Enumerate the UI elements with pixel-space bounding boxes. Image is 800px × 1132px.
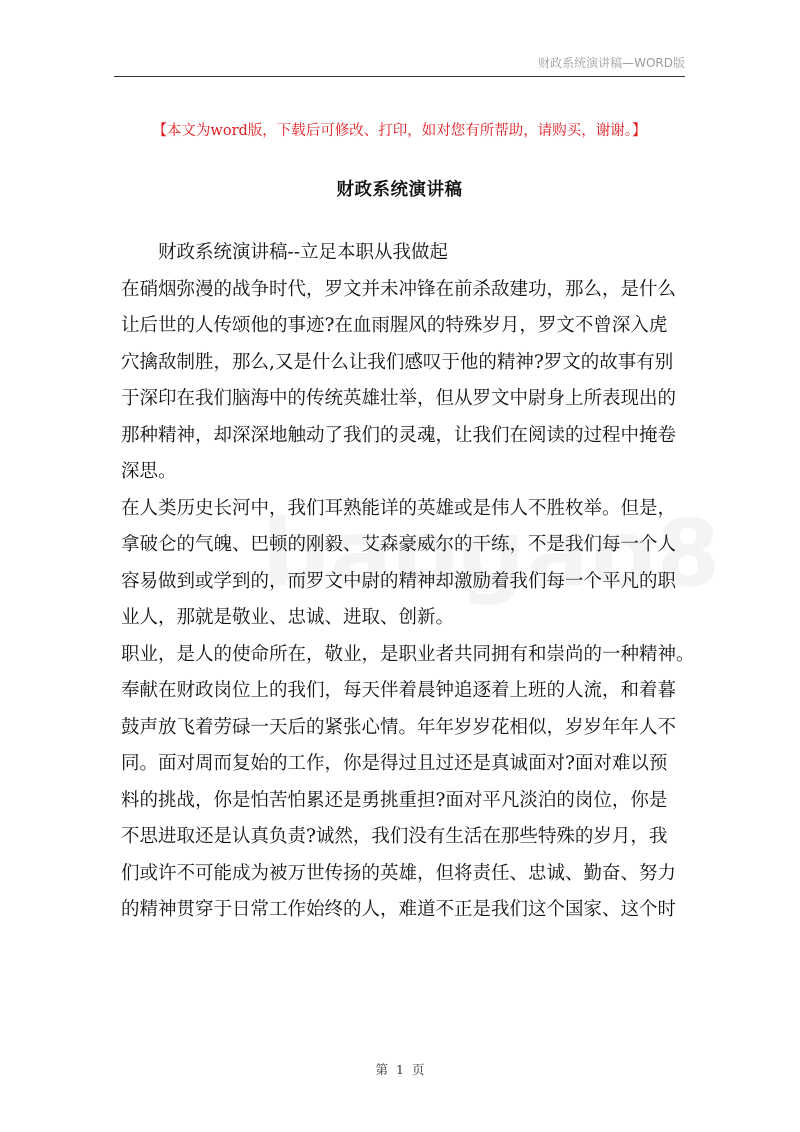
- header-title: 财政系统演讲稿—WORD版: [538, 56, 685, 70]
- page-header: [114, 52, 685, 77]
- page-number: 第 1 页: [375, 1062, 425, 1077]
- body-line: 业人，那就是敬业、忠诚、进取、创新。: [121, 607, 455, 628]
- subtitle-line: 财政系统演讲稿--立足本职从我做起: [158, 242, 449, 263]
- body-line: 同。面对周而复始的工作，你是得过且过还是真诚面对?面对难以预: [121, 753, 668, 774]
- body-line: 在硝烟弥漫的战争时代，罗文并未冲锋在前杀敌建功，那么，是什么: [121, 278, 677, 300]
- body-line: 拿破仑的气魄、巴顿的刚毅、艾森豪威尔的干练，不是我们每一个人: [121, 534, 677, 555]
- body-line: 们或许不可能成为被万世传扬的英雄，但将责任、忠诚、勤奋、努力: [121, 862, 677, 884]
- body-line: 那种精神，却深深地触动了我们的灵魂，让我们在阅读的过程中掩卷: [121, 424, 677, 446]
- body-line: 容易做到或学到的，而罗文中尉的精神却激励着我们每一个平凡的职: [121, 570, 677, 592]
- body-line: 于深印在我们脑海中的传统英雄壮举，但从罗文中尉身上所表现出的: [121, 388, 677, 409]
- body-line: 在人类历史长河中，我们耳熟能详的英雄或是伟人不胜枚举。但是，: [121, 497, 677, 519]
- document-body: [121, 235, 695, 929]
- body-line: 穴擒敌制胜，那么,又是什么让我们感叹于他的精神?罗文的故事有别: [121, 351, 674, 373]
- document-title: 财政系统演讲稿: [336, 180, 463, 200]
- purchase-notice: 【本文为word版，下载后可修改、打印，如对您有所帮助，请购买，谢谢。】: [152, 123, 647, 139]
- body-line: 不思进取还是认真负责?诚然，我们没有生活在那些特殊的岁月，我: [121, 826, 668, 847]
- body-line: 的精神贯穿于日常工作始终的人，难道不正是我们这个国家、这个时: [121, 899, 677, 920]
- body-line: 奉献在财政岗位上的我们，每天伴着晨钟追逐着上班的人流，和着暮: [121, 680, 677, 701]
- body-line: 让后世的人传颂他的事迹?在血雨腥风的特殊岁月，罗文不曾深入虎: [121, 315, 668, 336]
- body-line: 职业，是人的使命所在，敬业，是职业者共同拥有和崇尚的一种精神。: [121, 643, 695, 665]
- body-line: 料的挑战，你是怕苦怕累还是勇挑重担?面对平凡淡泊的岗位，你是: [121, 789, 668, 811]
- body-line: 深思。: [121, 461, 177, 482]
- body-line: 鼓声放飞着劳碌一天后的紧张心情。年年岁岁花相似，岁岁年年人不: [121, 716, 677, 738]
